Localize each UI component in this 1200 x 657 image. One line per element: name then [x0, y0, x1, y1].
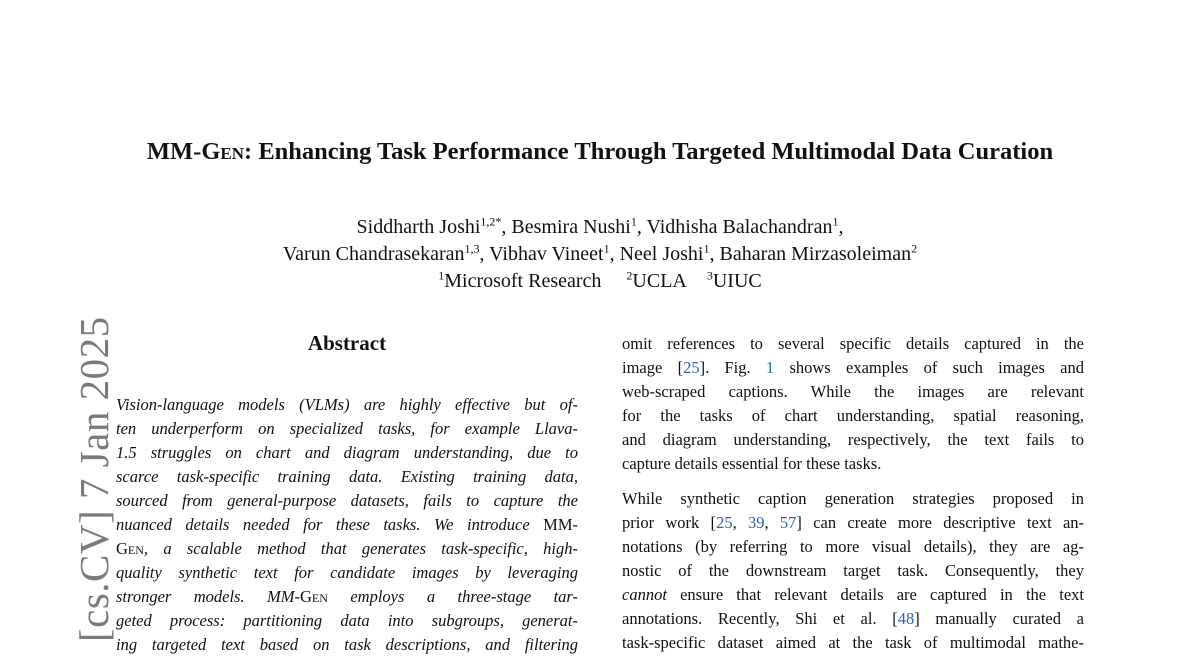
author-name: Siddharth Joshi — [356, 216, 481, 238]
title-rest: : Enhancing Task Performance Through Targeted Multimodal Data Curation — [244, 138, 1054, 165]
abstract-line: ten underperform on specialized tasks, for example Llava- — [116, 419, 578, 438]
author-sup: 1 — [832, 214, 839, 229]
text-line: notations (by referring to more visual details), they are ag- — [622, 537, 1084, 556]
citation-link[interactable]: 57 — [779, 513, 797, 532]
abstract-line — [116, 513, 578, 537]
text-line — [622, 583, 1084, 607]
abstract-fragment: employs a three-stage tar- — [327, 587, 578, 606]
affiliations-line — [100, 268, 1100, 295]
author-star: * — [495, 214, 502, 229]
text-fragment: annotations. Recently, Shi et al. [ — [622, 609, 898, 628]
emphasis-text: cannot — [622, 585, 667, 604]
author-sup: 1,3 — [464, 241, 480, 256]
text-fragment: ] manually curated a — [914, 609, 1084, 628]
text-line: capture details essential for these tasks. — [622, 454, 882, 473]
intro-right-column — [622, 332, 1084, 655]
text-fragment: image [ — [622, 358, 684, 377]
arxiv-side-stamp — [22, 316, 117, 642]
mm-gen-name-gen: Gen — [300, 587, 328, 606]
arxiv-stamp-text: [cs.CV] 7 Jan 2025 — [71, 316, 117, 642]
text-line: web-scraped captions. While the images are relevant — [622, 382, 1084, 401]
affil-sup: 3 — [706, 268, 713, 283]
author-sup: 1 — [603, 241, 610, 256]
text-line: for the tasks of chart understanding, spatial reasoning, — [622, 406, 1084, 425]
citation-link[interactable]: 25 — [683, 358, 700, 377]
abstract-line: ing targeted text based on task descriptions, and filtering — [116, 635, 578, 654]
text-fragment: prior work [ — [622, 513, 717, 532]
text-line: While synthetic caption generation strategies proposed in — [622, 489, 1084, 508]
paper-title — [60, 138, 1140, 166]
intro-paragraph-2 — [622, 487, 1084, 655]
abstract-line: Vision-language models (VLMs) are highly effective but of- — [116, 395, 578, 414]
author-sup: 2 — [911, 241, 918, 256]
abstract-line: quality synthetic text for candidate images by leveraging — [116, 563, 578, 582]
author-name: Varun Chandrasekaran — [282, 243, 465, 265]
figure-link[interactable]: 1 — [765, 358, 775, 377]
author-sup: 1 — [630, 214, 637, 229]
author-sup: 1,2 — [480, 214, 496, 229]
affil-sup: 2 — [626, 268, 633, 283]
author-name: Baharan Mirzasoleiman — [719, 243, 912, 265]
author-line-1: Siddharth Joshi$^{1,2*}$, Besmira Nushi$^1$, Vidhisha Balachandran$^1$, — [356, 214, 844, 238]
mm-gen-name-gen: Gen — [116, 539, 144, 558]
abstract-line: sourced from general-purpose datasets, fails to capture the — [116, 491, 578, 510]
text-line: and diagram understanding, respectively, the text fails to — [622, 430, 1084, 449]
affiliation: UIUC — [712, 270, 762, 292]
abstract-line: geted process: partitioning data into subgroups, generat- — [116, 611, 578, 630]
title-gen: Gen — [201, 138, 245, 165]
title-mm: MM- — [146, 138, 202, 165]
author-name: Vibhav Vineet — [489, 243, 604, 265]
text-line — [622, 607, 1084, 631]
text-line: omit references to several specific details captured in the — [622, 334, 1084, 353]
abstract-line: scarce task-specific training data. Existing training data, — [116, 467, 578, 486]
abstract-line: 1.5 struggles on chart and diagram understanding, due to — [116, 443, 578, 462]
abstract-heading: Abstract — [307, 331, 387, 355]
abstract-line — [116, 585, 578, 609]
affiliation: UCLA — [632, 270, 687, 292]
intro-paragraph-1 — [622, 332, 1084, 476]
text-line — [622, 511, 1084, 535]
author-line-2: Varun Chandrasekaran$^{1,3}$, Vibhav Vineet$^1$, Neel Joshi$^1$, Baharan Mirzasoleiman$^2$ — [282, 241, 918, 265]
author-name: Besmira Nushi — [511, 216, 631, 238]
mm-gen-name: MM- — [543, 515, 579, 534]
affil-sup: 1 — [438, 268, 445, 283]
text-fragment: ensure that relevant details are captured in the text — [666, 585, 1084, 604]
text-line: nostic of the downstream target task. Consequently, they — [622, 561, 1084, 580]
text-fragment: , — [764, 513, 780, 532]
text-fragment: ] can create more descriptive text an- — [796, 513, 1085, 532]
abstract-fragment: , a scalable method that generates task-specific, high- — [143, 539, 578, 558]
text-line — [622, 356, 1084, 380]
abstract-line — [116, 537, 578, 561]
citation-link[interactable]: 25 — [716, 513, 733, 532]
text-fragment: shows examples of such images and — [774, 358, 1084, 377]
citation-link[interactable]: 48 — [897, 609, 915, 628]
text-fragment: ]. Fig. — [699, 358, 766, 377]
author-name: Neel Joshi — [619, 243, 704, 265]
abstract-fragment: stronger models. MM- — [116, 587, 301, 606]
text-fragment: , — [732, 513, 748, 532]
abstract-fragment: nuanced details needed for these tasks. We introduce — [116, 515, 530, 534]
text-line: task-specific dataset aimed at the task of multimodal mathe- — [622, 633, 1084, 652]
abstract-body — [116, 393, 578, 657]
citation-link[interactable]: 39 — [747, 513, 765, 532]
author-sup: 1 — [703, 241, 710, 256]
author-name: Vidhisha Balachandran — [646, 216, 833, 238]
author-block — [100, 214, 1100, 295]
affiliation: Microsoft Research — [444, 270, 602, 292]
